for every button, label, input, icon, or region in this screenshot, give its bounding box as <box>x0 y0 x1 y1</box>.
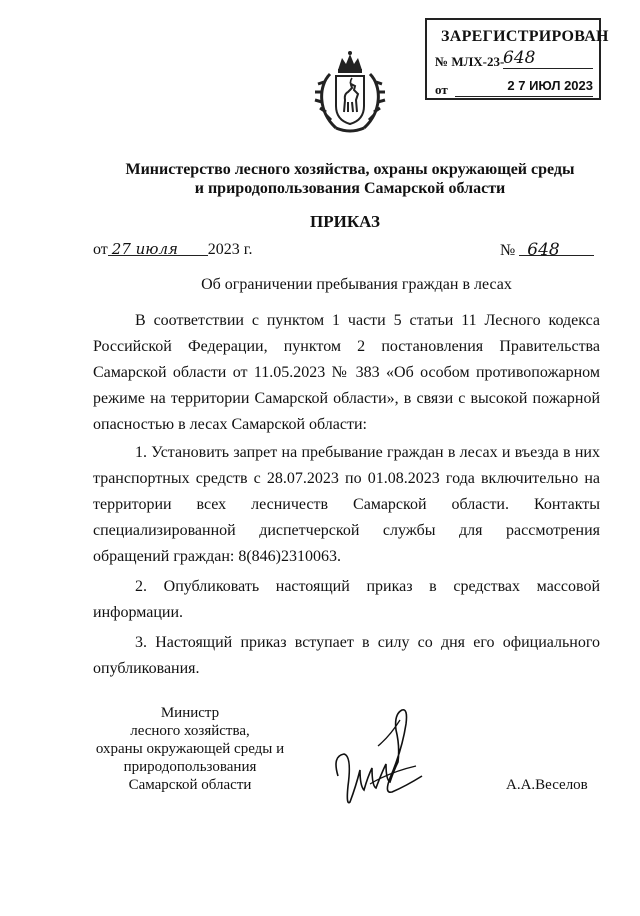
number-handwritten: 648 <box>519 240 594 256</box>
item-3-paragraph: 3. Настоящий приказ вступает в силу со дня его официального опубликования. <box>93 634 600 677</box>
date-suffix: 2023 г. <box>207 241 253 258</box>
signer-line-3: охраны окружающей среды и <box>95 741 285 757</box>
signer-name: А.А.Веселов <box>506 777 588 793</box>
number-prefix: № <box>500 242 516 259</box>
document-type: ПРИКАЗ <box>310 212 380 231</box>
samara-coat-of-arms-icon <box>314 50 386 134</box>
signer-line-4: природопользования <box>123 759 257 775</box>
signer-line-1: Министр <box>160 705 220 721</box>
ministry-line-2: и природопользования Самарской области <box>194 180 506 197</box>
intro-paragraph: В соответствии с пунктом 1 части 5 статьи 11 Лесного кодекса Российской Федерации, пунктом 2 постановления Правительства Самарской области от 11.05.2023 № 383 «Об особом противопожарном режиме на территории Самарской области», в связи с высокой пожарной опасностью в лесах Самарской области: <box>93 312 600 433</box>
date-handwritten: 27 июля <box>108 240 208 256</box>
signer-line-5: Самарской области <box>128 777 252 793</box>
order-number-line <box>500 240 594 260</box>
order-subject: Об ограничении пребывания граждан в лесах <box>201 276 512 293</box>
ministry-name <box>80 160 620 198</box>
stamp-date-label: от <box>435 82 448 97</box>
signer-line-2: лесного хозяйства, <box>130 723 250 739</box>
item-2-paragraph: 2. Опубликовать настоящий приказ в средствах массовой информации. <box>93 578 600 621</box>
stamp-date-value: 2 7 ИЮЛ 2023 <box>455 78 593 97</box>
stamp-number-value: 648 <box>503 48 593 69</box>
stamp-title: ЗАРЕГИСТРИРОВАН <box>441 28 609 45</box>
order-date-line <box>93 240 253 259</box>
order-body <box>93 308 600 682</box>
item-1-paragraph: 1. Установить запрет на пребывание граждан в лесах и въезда в них транспортных средств с 28.07.2023 по 01.08.2023 года включительно на территории всех лесничеств Самарской области. Контакты специализированной диспетчерской службы для рассмотрения обращений граждан: 8(846)2310063. <box>93 444 600 565</box>
date-prefix: от <box>93 241 108 258</box>
signer-position <box>80 704 300 794</box>
ministry-line-1: Министерство лесного хозяйства, охраны окружающей среды <box>125 161 575 178</box>
handwritten-signature <box>330 706 430 810</box>
stamp-number-label: № МЛХ-23- <box>435 54 505 69</box>
registration-stamp <box>425 18 609 100</box>
